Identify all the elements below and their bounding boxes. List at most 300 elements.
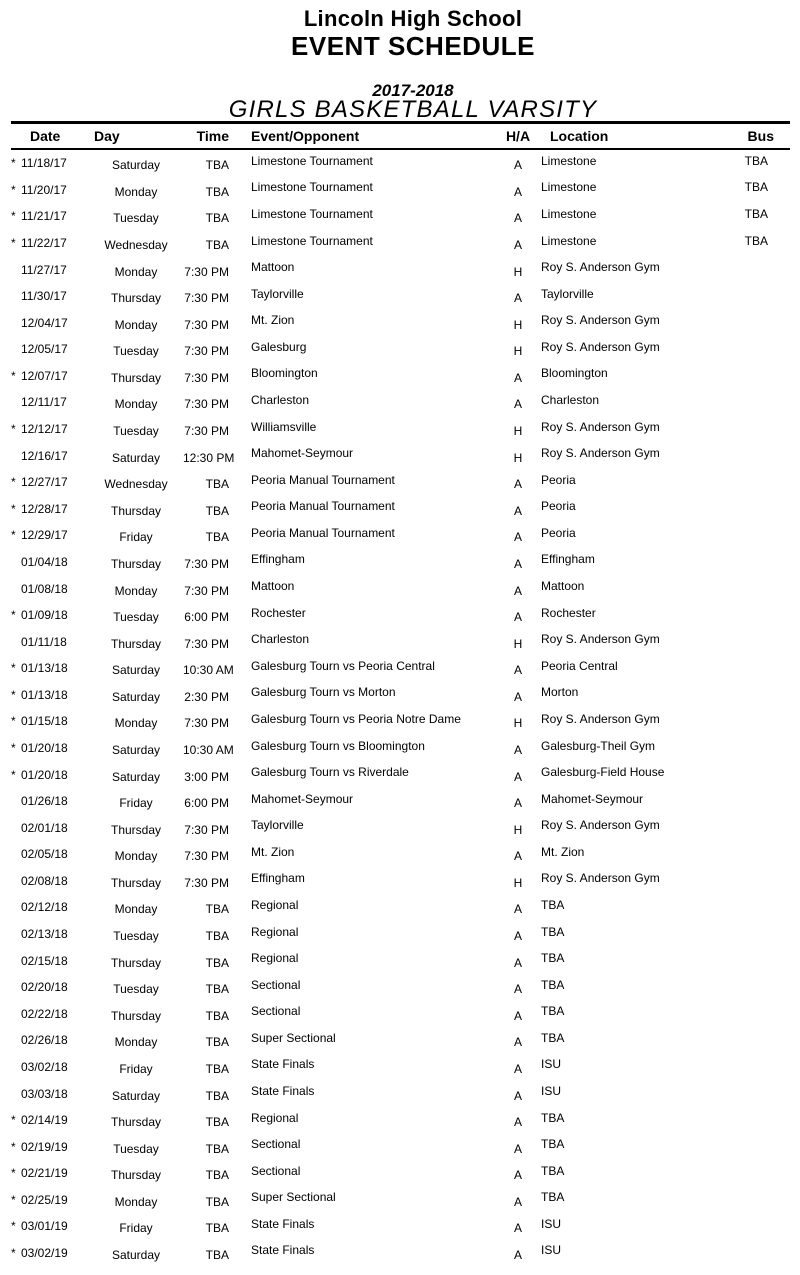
date-cell: 02/01/18	[21, 820, 68, 835]
time-cell: TBA	[205, 982, 229, 997]
location-cell: Limestone	[541, 233, 597, 248]
event-cell: Sectional	[251, 1163, 301, 1178]
event-cell: Galesburg Tourn vs Peoria Central	[251, 658, 435, 673]
time-cell: TBA	[205, 1035, 229, 1050]
location-cell: Roy S. Anderson Gym	[541, 313, 660, 328]
star-cell: *	[11, 156, 16, 171]
time-cell: 7:30 PM	[184, 317, 229, 332]
day-cell: Tuesday	[113, 1141, 159, 1156]
location-cell: Galesburg-Theil Gym	[541, 738, 656, 753]
home-away-cell: A	[513, 743, 522, 757]
location-column-header: Location	[550, 128, 609, 144]
home-away-cell: A	[513, 530, 522, 545]
home-away-cell: H	[513, 264, 523, 279]
document-header	[26, 0, 800, 123]
day-cell: Tuesday	[113, 610, 159, 625]
table-row	[11, 1160, 790, 1187]
location-cell: Galesburg-Field House	[541, 765, 665, 780]
table-row	[11, 416, 790, 443]
schedule-table	[11, 121, 790, 1266]
location-cell: TBA	[541, 1030, 565, 1045]
star-cell: *	[11, 687, 16, 702]
home-away-cell: A	[513, 1088, 522, 1103]
home-away-cell: A	[513, 796, 522, 811]
time-cell: TBA	[205, 1247, 229, 1262]
time-cell: 7:30 PM	[184, 636, 229, 651]
event-cell: Mattoon	[251, 260, 295, 275]
location-cell: ISU	[541, 1057, 562, 1072]
location-cell: Effingham	[541, 552, 595, 567]
table-row	[11, 1080, 790, 1107]
day-cell: Monday	[114, 902, 158, 917]
star-cell: *	[11, 1219, 16, 1234]
home-away-cell: H	[513, 317, 523, 332]
date-cell: 12/04/17	[21, 315, 68, 330]
day-cell: Friday	[119, 530, 153, 545]
event-cell: State Finals	[251, 1216, 315, 1231]
time-cell: TBA	[205, 1194, 229, 1209]
day-cell: Saturday	[111, 689, 161, 704]
table-row	[11, 522, 790, 549]
day-cell: Friday	[119, 796, 153, 811]
home-away-cell: A	[513, 583, 522, 598]
date-column-header: Date	[30, 128, 61, 144]
day-cell: Saturday	[111, 450, 161, 465]
location-cell: Peoria	[541, 525, 576, 540]
table-row	[11, 655, 790, 682]
table-row	[11, 761, 790, 788]
day-cell: Monday	[114, 716, 158, 731]
event-cell: Galesburg	[251, 339, 307, 354]
date-cell: 01/08/18	[21, 581, 68, 596]
table-row	[11, 602, 790, 629]
time-cell: TBA	[205, 1221, 229, 1236]
home-away-cell: H	[513, 450, 523, 465]
day-cell: Thursday	[110, 503, 162, 518]
table-row	[11, 177, 790, 204]
event-cell: Regional	[251, 924, 299, 939]
time-column-header: Time	[196, 128, 229, 144]
event-cell: Mattoon	[251, 579, 295, 594]
time-cell: TBA	[205, 902, 229, 917]
star-cell: *	[11, 236, 16, 251]
location-cell: Morton	[541, 685, 579, 700]
schedule-rows	[11, 150, 790, 1266]
table-row	[11, 150, 790, 177]
day-cell: Tuesday	[113, 424, 159, 439]
location-cell: Limestone	[541, 180, 597, 195]
star-cell: *	[11, 501, 16, 516]
table-row	[11, 841, 790, 868]
location-cell: Roy S. Anderson Gym	[541, 818, 660, 833]
home-away-cell: A	[513, 477, 522, 492]
location-cell: Peoria	[541, 499, 576, 514]
home-away-cell: A	[513, 610, 522, 625]
home-away-cell: A	[513, 397, 522, 412]
home-away-cell: A	[513, 769, 522, 784]
date-cell: 01/11/18	[21, 634, 67, 649]
table-row	[11, 1187, 790, 1214]
star-cell: *	[11, 182, 16, 197]
date-cell: 12/27/17	[21, 475, 68, 490]
table-row	[11, 1213, 790, 1240]
table-row	[11, 894, 790, 921]
event-cell: Limestone Tournament	[251, 153, 373, 168]
date-cell: 11/21/17	[21, 209, 67, 224]
date-cell: 02/26/18	[21, 1033, 68, 1048]
event-cell: Mahomet-Seymour	[251, 446, 354, 461]
home-away-cell: A	[513, 1221, 522, 1236]
time-cell: TBA	[205, 1008, 229, 1023]
date-cell: 12/07/17	[21, 368, 68, 383]
home-away-cell: A	[513, 184, 522, 199]
home-away-cell: H	[513, 344, 523, 359]
table-row	[11, 363, 790, 390]
date-cell: 02/25/19	[21, 1192, 68, 1207]
time-cell: TBA	[205, 530, 229, 545]
event-cell: State Finals	[251, 1084, 315, 1099]
location-cell: Bloomington	[541, 366, 608, 381]
table-row	[11, 1240, 790, 1267]
table-row	[11, 1001, 790, 1028]
time-cell: TBA	[205, 1141, 229, 1156]
event-cell: Regional	[251, 1110, 299, 1125]
date-cell: 11/30/17	[21, 289, 67, 304]
star-cell: *	[11, 661, 16, 676]
time-cell: 7:30 PM	[184, 264, 229, 279]
day-cell: Friday	[119, 1221, 153, 1236]
event-cell: Mt. Zion	[251, 844, 295, 859]
time-cell: 7:30 PM	[184, 849, 229, 864]
event-cell: Rochester	[251, 605, 306, 620]
home-away-cell: A	[513, 556, 522, 571]
date-cell: 01/20/18	[21, 767, 68, 782]
bus-column-header: Bus	[747, 128, 774, 144]
home-away-cell: A	[513, 1115, 522, 1130]
season-label: 2017-2018	[372, 81, 454, 100]
event-cell: Bloomington	[251, 366, 318, 381]
day-cell: Saturday	[111, 1088, 161, 1103]
day-cell: Tuesday	[113, 211, 159, 226]
event-cell: Peoria Manual Tournament	[251, 499, 395, 514]
day-column-header: Day	[94, 128, 120, 144]
day-cell: Monday	[114, 1035, 158, 1050]
date-cell: 12/16/17	[21, 448, 68, 463]
location-cell: TBA	[541, 897, 565, 912]
home-away-cell: A	[513, 982, 522, 997]
date-cell: 01/15/18	[21, 714, 68, 729]
home-away-cell: A	[513, 929, 522, 944]
date-cell: 12/28/17	[21, 501, 68, 516]
time-cell: 12:30 PM	[183, 450, 235, 465]
time-cell: TBA	[205, 1115, 229, 1130]
home-away-cell: A	[513, 1194, 522, 1209]
table-row	[11, 1133, 790, 1160]
table-row	[11, 947, 790, 974]
event-cell: Peoria Manual Tournament	[251, 472, 395, 487]
day-cell: Monday	[114, 583, 158, 598]
table-row	[11, 309, 790, 336]
time-cell: TBA	[205, 1088, 229, 1103]
star-cell: *	[11, 1192, 16, 1207]
day-cell: Thursday	[110, 291, 162, 306]
location-cell: TBA	[541, 977, 565, 992]
home-away-cell: A	[513, 1168, 522, 1183]
event-cell: Regional	[251, 897, 299, 912]
event-cell: Galesburg Tourn vs Bloomington	[251, 738, 425, 753]
day-cell: Wednesday	[104, 238, 168, 253]
event-cell: Taylorville	[251, 286, 304, 301]
time-cell: 7:30 PM	[184, 556, 229, 571]
time-cell: 7:30 PM	[184, 344, 229, 359]
day-cell: Saturday	[111, 158, 161, 173]
date-cell: 12/05/17	[21, 342, 68, 357]
event-cell: Regional	[251, 951, 299, 966]
date-cell: 12/29/17	[21, 528, 68, 543]
event-cell: Sectional	[251, 1137, 301, 1152]
location-cell: Roy S. Anderson Gym	[541, 871, 660, 886]
event-cell: Charleston	[251, 632, 310, 647]
event-cell: Sectional	[251, 1004, 301, 1019]
location-cell: Roy S. Anderson Gym	[541, 339, 660, 354]
location-cell: Mattoon	[541, 579, 585, 594]
home-away-cell: A	[513, 503, 522, 518]
table-row	[11, 814, 790, 841]
date-cell: 02/20/18	[21, 980, 68, 995]
time-cell: TBA	[205, 477, 229, 492]
time-cell: 7:30 PM	[184, 875, 229, 890]
star-cell: *	[11, 1139, 16, 1154]
location-cell: ISU	[541, 1084, 562, 1099]
table-row	[11, 708, 790, 735]
day-cell: Monday	[114, 849, 158, 864]
star-cell: *	[11, 209, 16, 224]
day-cell: Monday	[114, 317, 158, 332]
star-cell: *	[11, 475, 16, 490]
location-cell: Mahomet-Seymour	[541, 791, 644, 806]
event-cell: Galesburg Tourn vs Riverdale	[251, 765, 409, 780]
event-cell: Super Sectional	[251, 1030, 336, 1045]
day-cell: Thursday	[110, 955, 162, 970]
date-cell: 01/13/18	[21, 687, 68, 702]
date-cell: 01/13/18	[21, 661, 68, 676]
date-cell: 02/19/19	[21, 1139, 68, 1154]
day-cell: Monday	[114, 1194, 158, 1209]
page-title: EVENT SCHEDULE	[291, 31, 535, 61]
star-cell: *	[11, 608, 16, 623]
table-row	[11, 203, 790, 230]
bus-cell: TBA	[744, 206, 768, 221]
table-row	[11, 1054, 790, 1081]
location-cell: Peoria Central	[541, 658, 618, 673]
table-row	[11, 868, 790, 895]
home-away-cell: A	[513, 663, 522, 678]
star-cell: *	[11, 1245, 16, 1260]
day-cell: Monday	[114, 264, 158, 279]
home-away-column-header: H/A	[505, 128, 531, 144]
location-cell: TBA	[541, 1004, 565, 1019]
date-cell: 03/03/18	[21, 1086, 68, 1101]
location-cell: ISU	[541, 1243, 562, 1258]
event-cell: Galesburg Tourn vs Peoria Notre Dame	[251, 711, 461, 726]
date-cell: 12/11/17	[21, 395, 67, 410]
home-away-cell: A	[513, 1247, 522, 1262]
event-cell: Limestone Tournament	[251, 233, 373, 248]
table-row	[11, 549, 790, 576]
time-cell: 10:30 AM	[183, 743, 234, 757]
day-cell: Tuesday	[113, 344, 159, 359]
time-cell: 7:30 PM	[184, 291, 229, 306]
star-cell: *	[11, 1113, 16, 1128]
date-cell: 01/04/18	[21, 554, 68, 569]
table-row	[11, 256, 790, 283]
location-cell: Taylorville	[541, 286, 594, 301]
home-away-cell: A	[513, 1061, 522, 1076]
table-row	[11, 628, 790, 655]
location-cell: Roy S. Anderson Gym	[541, 711, 660, 726]
event-cell: Charleston	[251, 392, 310, 407]
date-cell: 02/15/18	[21, 953, 68, 968]
time-cell: 7:30 PM	[184, 370, 229, 385]
date-cell: 01/09/18	[21, 608, 68, 623]
location-cell: ISU	[541, 1216, 562, 1231]
bus-cell: TBA	[744, 233, 768, 248]
event-cell: Mt. Zion	[251, 313, 295, 328]
home-away-cell: A	[513, 158, 522, 173]
home-away-cell: A	[513, 238, 522, 253]
table-row	[11, 336, 790, 363]
location-cell: Roy S. Anderson Gym	[541, 419, 660, 434]
home-away-cell: A	[513, 1035, 522, 1050]
time-cell: TBA	[205, 158, 229, 173]
time-cell: 10:30 AM	[183, 663, 234, 678]
location-cell: TBA	[541, 1163, 565, 1178]
time-cell: 7:30 PM	[184, 397, 229, 412]
day-cell: Thursday	[110, 875, 162, 890]
day-cell: Thursday	[110, 1115, 162, 1130]
location-cell: Charleston	[541, 392, 600, 407]
table-row	[11, 469, 790, 496]
time-cell: 7:30 PM	[184, 424, 229, 439]
event-cell: State Finals	[251, 1057, 315, 1072]
team-label: GIRLS BASKETBALL VARSITY	[228, 96, 598, 123]
day-cell: Saturday	[111, 743, 161, 757]
location-cell: Roy S. Anderson Gym	[541, 446, 660, 461]
home-away-cell: A	[513, 1141, 522, 1156]
date-cell: 03/02/19	[21, 1245, 68, 1260]
table-row	[11, 575, 790, 602]
time-cell: 7:30 PM	[184, 583, 229, 598]
table-row	[11, 283, 790, 310]
time-cell: TBA	[205, 503, 229, 518]
time-cell: TBA	[205, 1061, 229, 1076]
table-row	[11, 921, 790, 948]
location-cell: Roy S. Anderson Gym	[541, 632, 660, 647]
home-away-cell: A	[513, 1008, 522, 1023]
table-row	[11, 974, 790, 1001]
home-away-cell: H	[513, 822, 523, 837]
home-away-cell: A	[513, 955, 522, 970]
time-cell: TBA	[205, 238, 229, 253]
star-cell: *	[11, 368, 16, 383]
date-cell: 02/05/18	[21, 847, 68, 862]
star-cell: *	[11, 528, 16, 543]
home-away-cell: A	[513, 849, 522, 864]
home-away-cell: H	[513, 875, 523, 890]
event-cell: Limestone Tournament	[251, 180, 373, 195]
location-cell: Mt. Zion	[541, 844, 585, 859]
date-cell: 03/01/19	[21, 1219, 68, 1234]
date-cell: 12/12/17	[21, 422, 68, 437]
date-cell: 02/14/19	[21, 1113, 68, 1128]
location-cell: Limestone	[541, 153, 597, 168]
date-cell: 02/21/19	[21, 1166, 68, 1181]
home-away-cell: H	[513, 424, 523, 439]
day-cell: Tuesday	[113, 929, 159, 944]
time-cell: 2:30 PM	[184, 689, 229, 704]
bus-cell: TBA	[744, 153, 768, 168]
star-cell: *	[11, 767, 16, 782]
home-away-cell: A	[513, 370, 522, 385]
star-cell: *	[11, 422, 16, 437]
home-away-cell: A	[513, 689, 522, 704]
time-cell: 3:00 PM	[184, 769, 229, 784]
table-row	[11, 735, 790, 762]
location-cell: Rochester	[541, 605, 596, 620]
home-away-cell: H	[513, 636, 523, 651]
home-away-cell: A	[513, 291, 522, 306]
date-cell: 02/22/18	[21, 1006, 68, 1021]
location-cell: Roy S. Anderson Gym	[541, 260, 660, 275]
location-cell: TBA	[541, 1110, 565, 1125]
location-cell: TBA	[541, 1190, 565, 1205]
time-cell: 7:30 PM	[184, 716, 229, 731]
table-row	[11, 442, 790, 469]
star-cell: *	[11, 741, 16, 755]
day-cell: Thursday	[110, 822, 162, 837]
day-cell: Thursday	[110, 556, 162, 571]
time-cell: 6:00 PM	[184, 610, 229, 625]
table-row	[11, 1027, 790, 1054]
day-cell: Saturday	[111, 663, 161, 678]
event-column-header: Event/Opponent	[251, 128, 360, 144]
home-away-cell: A	[513, 211, 522, 226]
table-row	[11, 496, 790, 523]
day-cell: Wednesday	[104, 477, 168, 492]
home-away-cell: A	[513, 902, 522, 917]
day-cell: Saturday	[111, 1247, 161, 1262]
event-cell: Limestone Tournament	[251, 206, 373, 221]
date-cell: 01/26/18	[21, 794, 68, 809]
event-cell: State Finals	[251, 1243, 315, 1258]
table-row	[11, 1107, 790, 1134]
table-row	[11, 682, 790, 709]
date-cell: 02/13/18	[21, 927, 68, 942]
event-cell: Galesburg Tourn vs Morton	[251, 685, 396, 700]
event-cell: Super Sectional	[251, 1190, 336, 1205]
event-cell: Williamsville	[251, 419, 317, 434]
table-row	[11, 788, 790, 815]
day-cell: Thursday	[110, 636, 162, 651]
day-cell: Thursday	[110, 1168, 162, 1183]
date-cell: 02/12/18	[21, 900, 68, 915]
event-cell: Peoria Manual Tournament	[251, 525, 395, 540]
location-cell: TBA	[541, 924, 565, 939]
day-cell: Friday	[119, 1061, 153, 1076]
time-cell: TBA	[205, 955, 229, 970]
date-cell: 11/20/17	[21, 182, 67, 197]
time-cell: TBA	[205, 184, 229, 199]
